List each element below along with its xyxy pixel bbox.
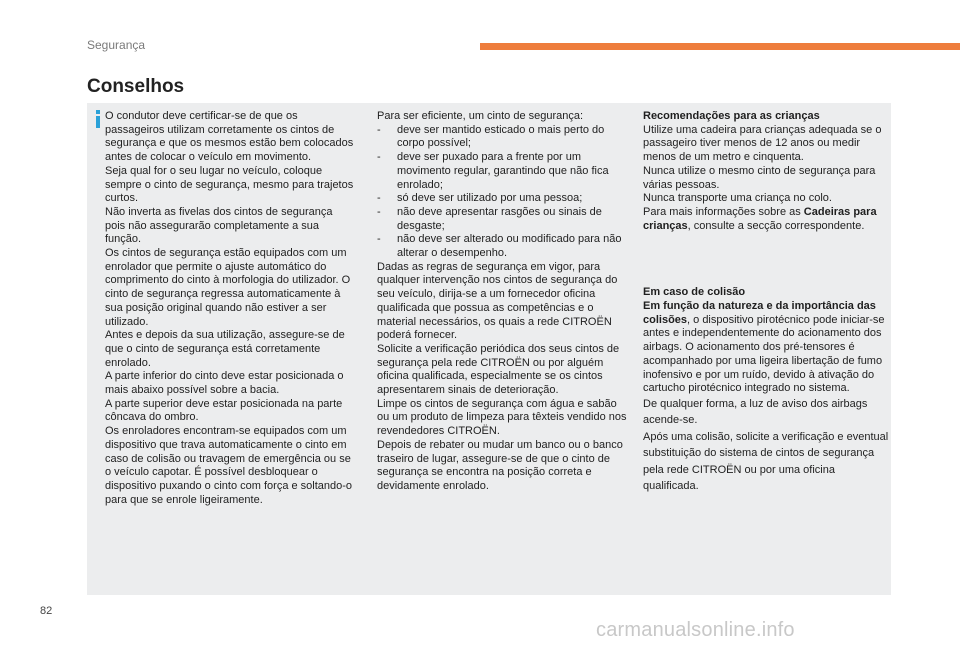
page-title: Conselhos bbox=[87, 76, 185, 97]
paragraph: Limpe os cintos de segurança com água e sabão ou um produto de limpeza para têxteis vendido nos revendedores CITROËN. bbox=[377, 397, 627, 438]
collision-heading: Em caso de colisão bbox=[643, 286, 746, 299]
paragraph: Nunca utilize o mesmo cinto de segurança para várias pessoas. bbox=[643, 164, 876, 191]
paragraph: Depois de rebater ou mudar um banco ou o banco traseiro de lugar, assegure-se de que o cinto de segurança se encontra na posição correta e devidamente enrolado. bbox=[377, 438, 623, 492]
column-seatbelt-usage bbox=[105, 110, 355, 507]
section-label: Segurança bbox=[87, 38, 146, 52]
list-item: - não deve ser alterado ou modificado para não alterar o desempenho. bbox=[377, 233, 622, 260]
paragraph: O condutor deve certificar-se de que os passageiros utilizam corretamente os cintos de segurança e que os mesmos estão bem colocados antes de colocar o veículo em movimento. bbox=[105, 110, 354, 164]
children-heading: Recomendações para as crianças bbox=[643, 110, 820, 122]
more-info-paragraph: Para mais informações sobre as Cadeiras para crianças, consulte a secção correspondente. bbox=[643, 205, 877, 232]
paragraph: De qualquer forma, a luz de aviso dos airbags acende-se. bbox=[643, 397, 868, 427]
paragraph: Não inverta as fivelas dos cintos de segurança pois não assegurarão completamente a sua função. bbox=[105, 205, 333, 246]
column-seatbelt-efficiency bbox=[377, 110, 629, 494]
paragraph: Nunca transporte uma criança no colo. bbox=[643, 192, 832, 205]
cross-reference: Cadeiras para crianças bbox=[643, 205, 877, 232]
page-number: 82 bbox=[40, 605, 53, 617]
paragraph: Solicite a verificação periódica dos seus cintos de segurança pela rede CITROËN ou por alguém oficina qualificada, especialmente se os cintos apresentarem sinais de deterioração. bbox=[377, 342, 620, 397]
paragraph: Os enroladores encontram-se equipados com um dispositivo que trava automaticamente o cinto em caso de colisão ou travagem de emergência ou se o veículo capotar. É possível desbloquear o dispositivo puxando o cinto com força e soltando-o para que se enrole ligeiramente. bbox=[105, 425, 353, 506]
paragraph: Os cintos de segurança estão equipados com um enrolador que permite o ajuste automático do comprimento do cinto à morfologia do utilizador. O cinto de segurança regressa automaticamente à sua posição original quando não estiver a ser utilizado. bbox=[105, 247, 351, 328]
list-item: - deve ser puxado para a frente por um movimento regular, garantindo que não fica enrolado; bbox=[377, 151, 609, 191]
paragraph: Após uma colisão, solicite a verificação e eventual substituição do sistema de cintos de segurança pela rede CITROËN ou por uma oficina qualificada. bbox=[643, 430, 889, 493]
list-item: - não deve apresentar rasgões ou sinais de desgaste; bbox=[377, 205, 602, 232]
section-accent-bar bbox=[480, 43, 960, 50]
paragraph: A parte superior deve estar posicionada na parte côncava do ombro. bbox=[105, 397, 343, 424]
paragraph: A parte inferior do cinto deve estar posicionada o mais abaixo possível sobre a bacia. bbox=[105, 370, 344, 397]
column-children-and-collision bbox=[643, 110, 889, 495]
list-item: - só deve ser utilizado por uma pessoa; bbox=[377, 192, 583, 205]
paragraph: Dadas as regras de segurança em vigor, para qualquer intervenção nos cintos de segurança do seu veículo, dirija-se a um fornecedor oficina qualificada que possua as competências e o material necessários, os quais a rede CITROËN poderá fornecer. bbox=[377, 260, 618, 342]
paragraph: Utilize uma cadeira para crianças adequada se o passageiro tiver menos de 12 anos ou medir menos de um metro e cinquenta. bbox=[643, 123, 882, 164]
paragraph: Seja qual for o seu lugar no veículo, coloque sempre o cinto de segurança, mesmo para trajetos curtos. bbox=[105, 164, 354, 205]
paragraph: Em função da natureza e da importância das colisões, o dispositivo pirotécnico pode iniciar-se antes e independentemente do acionamento dos airbags. O acionamento dos pré-tensores é acompanhado por uma ligeira libertação de fumo inofensivo e por um ruído, devido à ativação do cartucho pirotécnico integrado no sistema. bbox=[643, 300, 885, 395]
info-icon bbox=[93, 110, 103, 128]
intro-text: Para ser eficiente, um cinto de segurança: bbox=[377, 110, 584, 122]
list-item: - deve ser mantido esticado o mais perto do corpo possível; bbox=[377, 123, 605, 150]
paragraph: Antes e depois da sua utilização, assegure-se de que o cinto de segurança está corretamente enrolado. bbox=[105, 329, 345, 369]
watermark: carmanualsonline.info bbox=[596, 619, 795, 641]
